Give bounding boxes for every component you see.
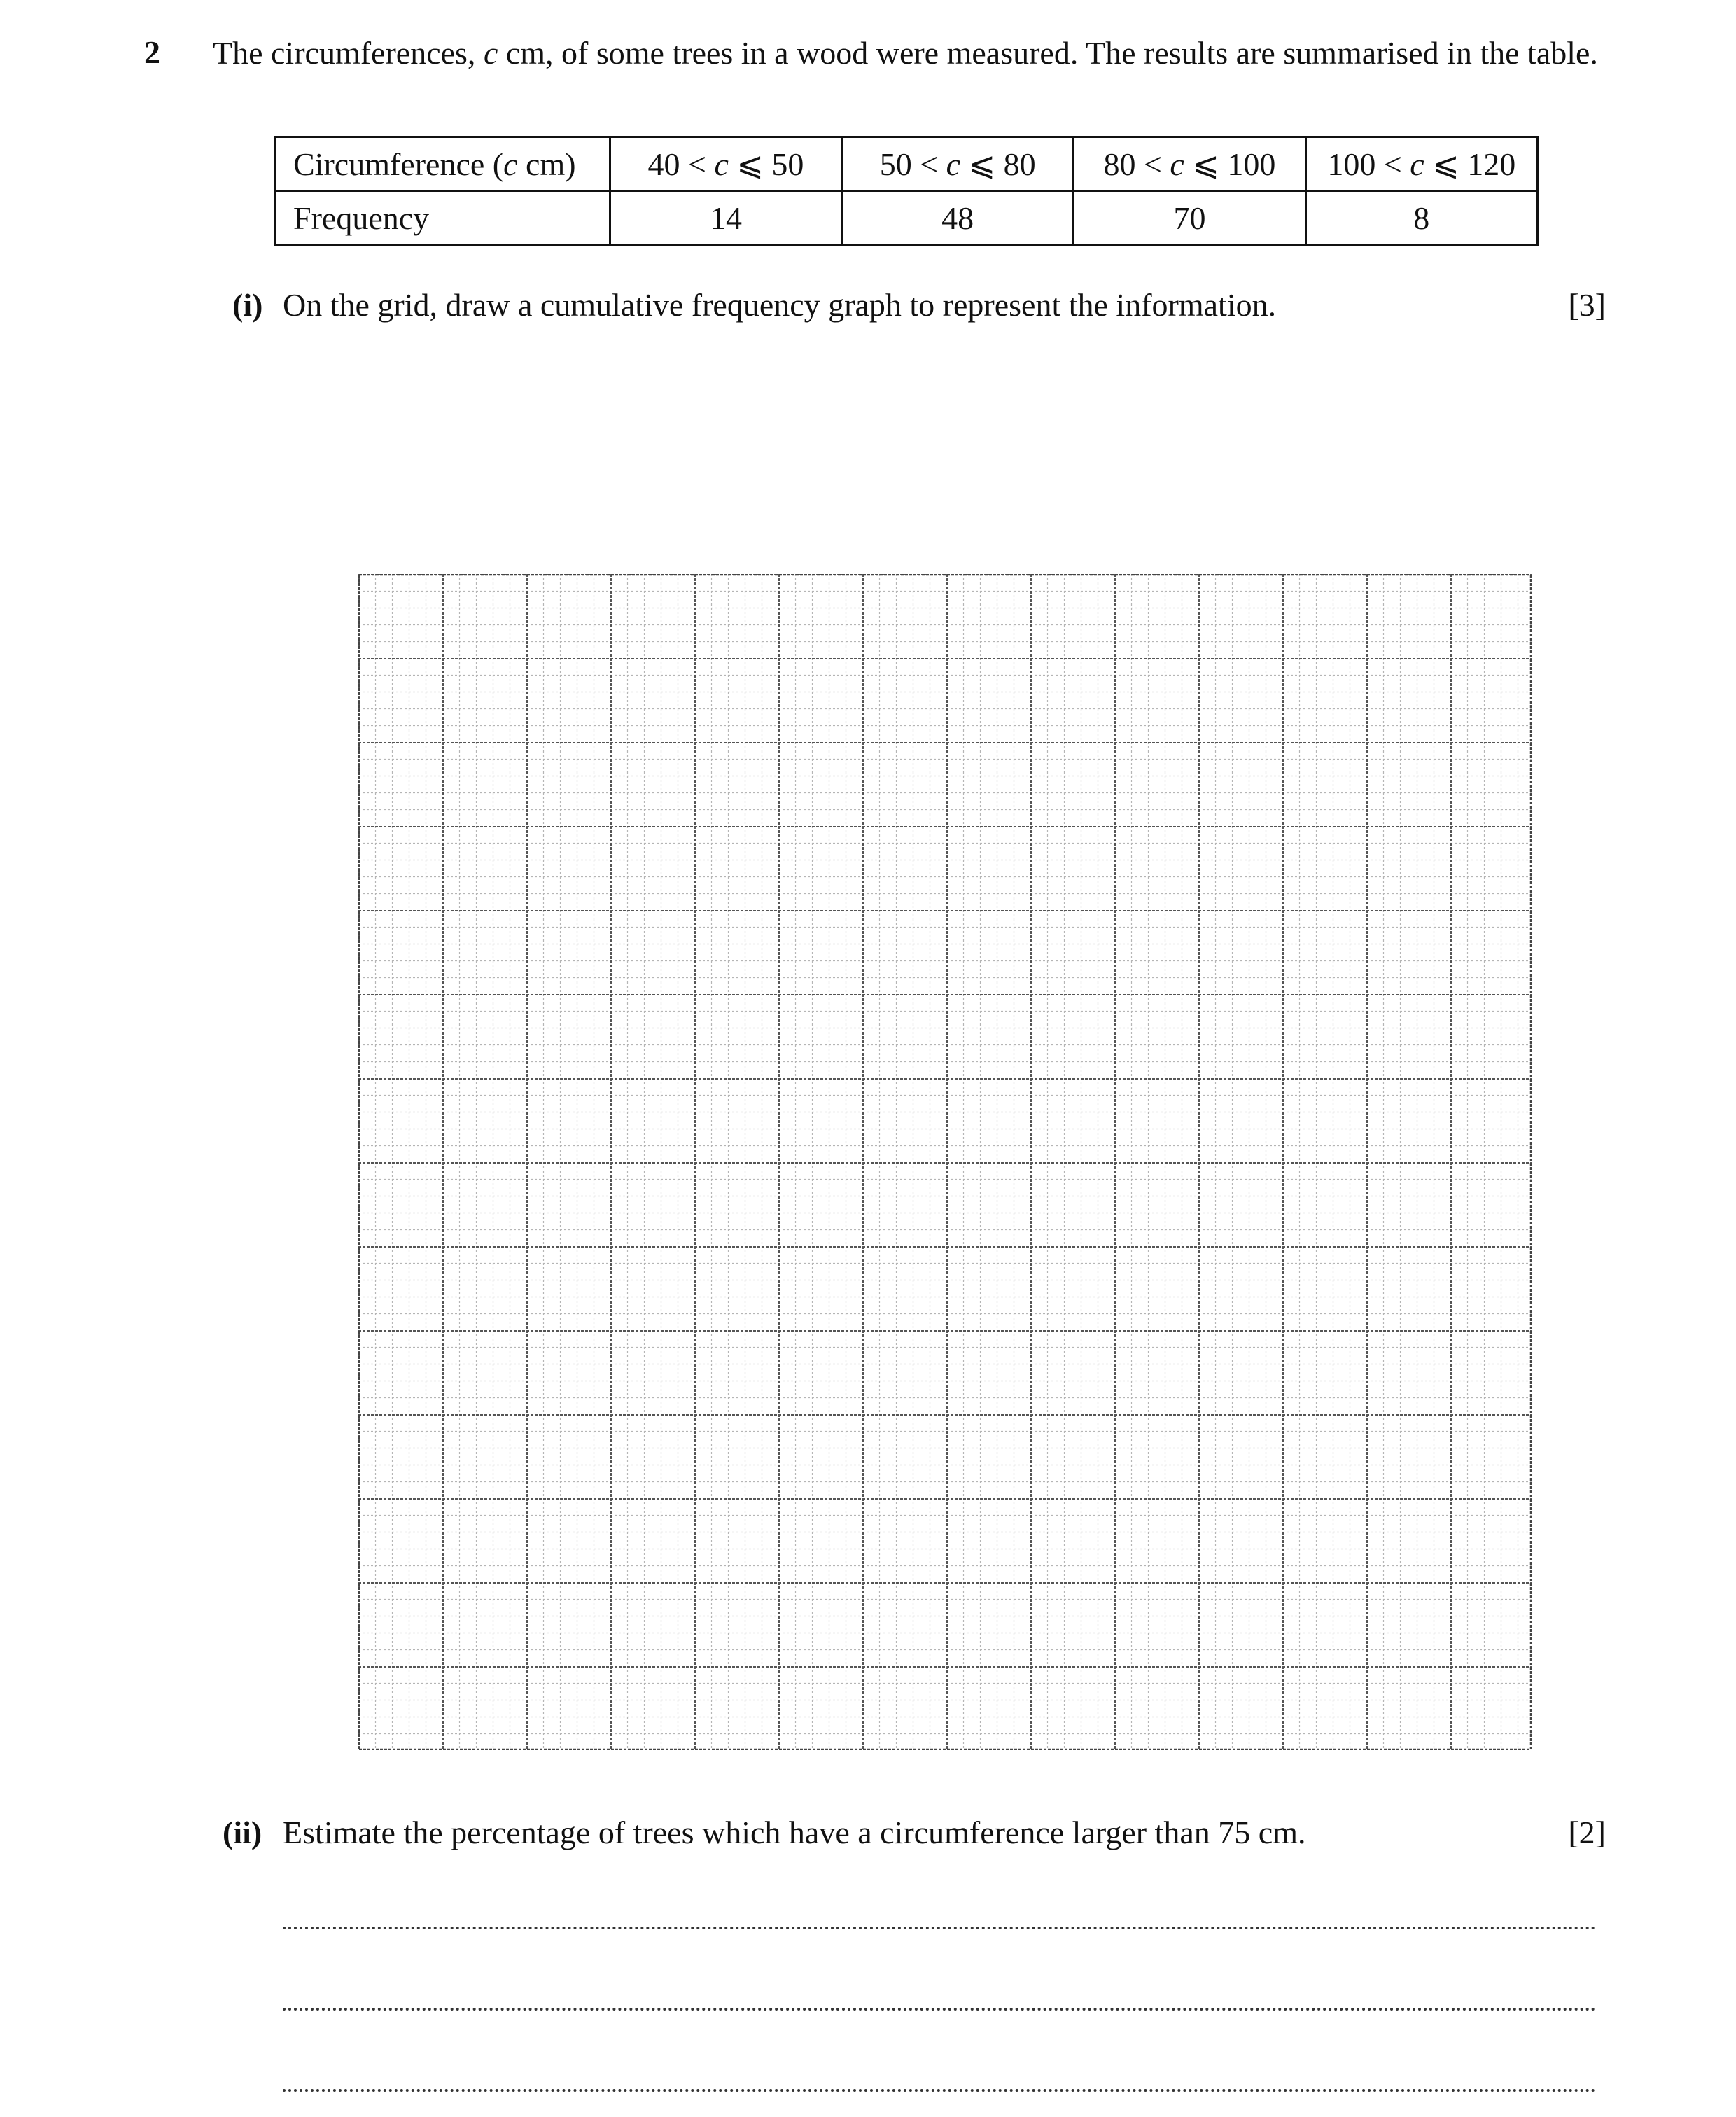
frequency-header-cell: Frequency bbox=[276, 191, 610, 245]
answer-line[interactable] bbox=[283, 2089, 1596, 2092]
table-row-header bbox=[276, 137, 1538, 191]
frequency-cell: 14 bbox=[610, 191, 841, 245]
part-label: (ii) bbox=[223, 1815, 262, 1850]
question-number: 2 bbox=[144, 34, 160, 70]
answer-line[interactable] bbox=[283, 1927, 1596, 1929]
table-row-frequency bbox=[276, 191, 1538, 245]
class-interval-cell: 40 < c ⩽ 50 bbox=[610, 137, 841, 191]
class-interval-cell: 80 < c ⩽ 100 bbox=[1074, 137, 1306, 191]
frequency-cell: 70 bbox=[1074, 191, 1306, 245]
marks-badge: [2] bbox=[1568, 1815, 1606, 1850]
part-label: (i) bbox=[232, 287, 263, 323]
graph-grid[interactable] bbox=[358, 574, 1532, 1750]
part-text: On the grid, draw a cumulative frequency graph to represent the information. bbox=[283, 287, 1277, 323]
variable-c: c bbox=[483, 35, 498, 71]
class-interval-cell: 100 < c ⩽ 120 bbox=[1306, 137, 1537, 191]
part-ii bbox=[213, 1813, 1606, 1852]
part-i bbox=[213, 286, 1606, 325]
frequency-table bbox=[274, 136, 1539, 246]
frequency-cell: 8 bbox=[1306, 191, 1537, 245]
marks-badge: [3] bbox=[1568, 287, 1606, 323]
question-intro: The circumferences, c cm, of some trees in a wood were measured. The results are summarised in the table. bbox=[213, 35, 1598, 71]
part-text: Estimate the percentage of trees which have a circumference larger than 75 cm. bbox=[283, 1815, 1306, 1850]
answer-line[interactable] bbox=[283, 2008, 1596, 2011]
frequency-cell: 48 bbox=[842, 191, 1074, 245]
class-interval-cell: 50 < c ⩽ 80 bbox=[842, 137, 1074, 191]
circumference-header-cell: Circumference (c cm) bbox=[276, 137, 610, 191]
